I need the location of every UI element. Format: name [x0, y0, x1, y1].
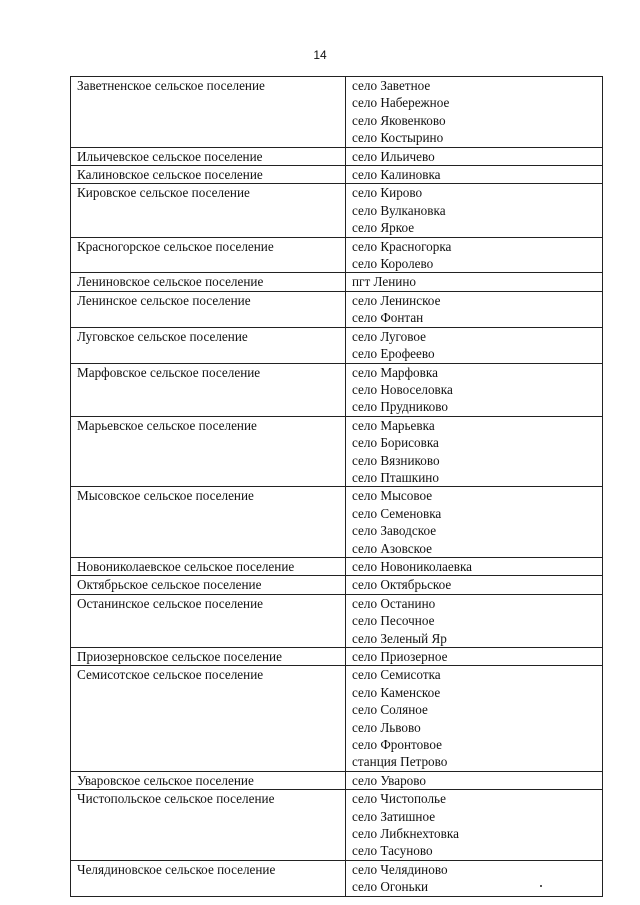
- locality-name: село Каменское: [352, 684, 441, 700]
- locality-name: село Октябрьское: [352, 577, 452, 593]
- settlement-name-cell: Красногорское сельское поселение: [71, 237, 346, 273]
- settlement-name-cell: Уваровское сельское поселение: [71, 771, 346, 789]
- locality-name: село Ильичево: [352, 148, 435, 164]
- table-row: [71, 576, 603, 594]
- localities-cell: [346, 576, 603, 594]
- settlement-name-cell: Калиновское сельское поселение: [71, 166, 346, 184]
- settlement-name-cell: Октябрьское сельское поселение: [71, 576, 346, 594]
- table-row: [71, 790, 603, 861]
- locality-name: село Марфовка: [352, 364, 438, 380]
- localities-cell: [346, 327, 603, 363]
- settlement-name-cell: Луговское сельское поселение: [71, 327, 346, 363]
- table-row: [71, 557, 603, 575]
- locality-name: село Семеновка: [352, 505, 442, 521]
- locality-name: пгт Ленино: [352, 274, 416, 290]
- table-row: [71, 363, 603, 416]
- locality-name: село Песочное: [352, 613, 435, 629]
- settlement-name-cell: Ильичевское сельское поселение: [71, 147, 346, 165]
- settlements-table-body: [71, 77, 603, 897]
- localities-cell: [346, 166, 603, 184]
- settlement-name-cell: Новониколаевское сельское поселение: [71, 557, 346, 575]
- settlement-name-cell: Ленинское сельское поселение: [71, 291, 346, 327]
- settlement-name-cell: Марьевское сельское поселение: [71, 416, 346, 487]
- localities-cell: [346, 77, 603, 148]
- page-number: 14: [313, 48, 327, 62]
- locality-name: село Фонтан: [352, 310, 424, 326]
- settlement-name-cell: Семисотское сельское поселение: [71, 666, 346, 771]
- localities-cell: [346, 291, 603, 327]
- localities-cell: [346, 860, 603, 896]
- locality-name: село Азовское: [352, 540, 432, 556]
- table-row: [71, 273, 603, 291]
- locality-name: село Приозерное: [352, 649, 448, 664]
- table-row: [71, 594, 603, 647]
- localities-cell: [346, 790, 603, 861]
- locality-name: село Вулкановка: [352, 202, 446, 218]
- locality-name: село Затишное: [352, 808, 436, 824]
- locality-name: село Чистополье: [352, 791, 446, 807]
- table-row: [71, 327, 603, 363]
- localities-cell: [346, 363, 603, 416]
- locality-name: село Ленинское: [352, 292, 441, 308]
- settlement-name-cell: Заветненское сельское поселение: [71, 77, 346, 148]
- localities-cell: [346, 666, 603, 771]
- locality-name: село Костырино: [352, 130, 444, 146]
- settlement-name-cell: Чистопольское сельское поселение: [71, 790, 346, 861]
- locality-name: село Калиновка: [352, 167, 441, 183]
- table-row: [71, 648, 603, 666]
- locality-name: село Яковенково: [352, 112, 446, 128]
- locality-name: село Ерофеево: [352, 346, 435, 362]
- locality-name: село Луговое: [352, 328, 426, 344]
- scan-speck: [540, 885, 542, 887]
- table-row: [71, 184, 603, 237]
- settlement-name-cell: Приозерновское сельское поселение: [71, 648, 346, 666]
- locality-name: село Красногорка: [352, 238, 452, 254]
- locality-name: село Новониколаевка: [352, 558, 473, 574]
- locality-name: село Вязниково: [352, 452, 440, 468]
- settlements-table: [70, 76, 603, 897]
- locality-name: село Яркое: [352, 220, 415, 236]
- locality-name: село Марьевка: [352, 417, 435, 433]
- locality-name: станция Петрово: [352, 754, 448, 770]
- localities-cell: [346, 273, 603, 291]
- locality-name: село Пташкино: [352, 469, 439, 485]
- table-row: [71, 666, 603, 771]
- locality-name: село Соляное: [352, 702, 428, 718]
- settlement-name-cell: Кировское сельское поселение: [71, 184, 346, 237]
- localities-cell: [346, 771, 603, 789]
- table-row: [71, 77, 603, 148]
- localities-cell: [346, 648, 603, 666]
- locality-name: село Уварово: [352, 772, 427, 788]
- locality-name: село Семисотка: [352, 667, 441, 683]
- localities-cell: [346, 416, 603, 487]
- locality-name: село Королево: [352, 256, 434, 272]
- table-row: [71, 147, 603, 165]
- localities-cell: [346, 184, 603, 237]
- locality-name: село Набережное: [352, 95, 450, 111]
- table-row: [71, 291, 603, 327]
- locality-name: село Фронтовое: [352, 737, 442, 753]
- locality-name: село Зеленый Яр: [352, 630, 447, 646]
- locality-name: село Львово: [352, 719, 421, 735]
- settlement-name-cell: Мысовское сельское поселение: [71, 487, 346, 558]
- locality-name: село Новоселовка: [352, 381, 453, 397]
- localities-cell: [346, 594, 603, 647]
- table-row: [71, 416, 603, 487]
- table-row: [71, 860, 603, 896]
- locality-name: село Заветное: [352, 78, 431, 93]
- locality-name: село Кирово: [352, 185, 423, 201]
- localities-cell: [346, 557, 603, 575]
- locality-name: село Заводское: [352, 523, 437, 539]
- settlement-name-cell: Лениновское сельское поселение: [71, 273, 346, 291]
- table-row: [71, 771, 603, 789]
- table-row: [71, 237, 603, 273]
- localities-cell: [346, 487, 603, 558]
- locality-name: село Прудниково: [352, 399, 448, 415]
- locality-name: село Челядиново: [352, 861, 448, 877]
- locality-name: село Останино: [352, 595, 436, 611]
- locality-name: село Огоньки: [352, 879, 429, 895]
- localities-cell: [346, 147, 603, 165]
- table-row: [71, 487, 603, 558]
- table-row: [71, 166, 603, 184]
- settlement-name-cell: Марфовское сельское поселение: [71, 363, 346, 416]
- locality-name: село Либкнехтовка: [352, 826, 459, 842]
- locality-name: село Борисовка: [352, 435, 439, 451]
- settlement-name-cell: Челядиновское сельское поселение: [71, 860, 346, 896]
- locality-name: село Мысовое: [352, 488, 433, 504]
- locality-name: село Тасуново: [352, 843, 433, 859]
- localities-cell: [346, 237, 603, 273]
- settlement-name-cell: Останинское сельское поселение: [71, 594, 346, 647]
